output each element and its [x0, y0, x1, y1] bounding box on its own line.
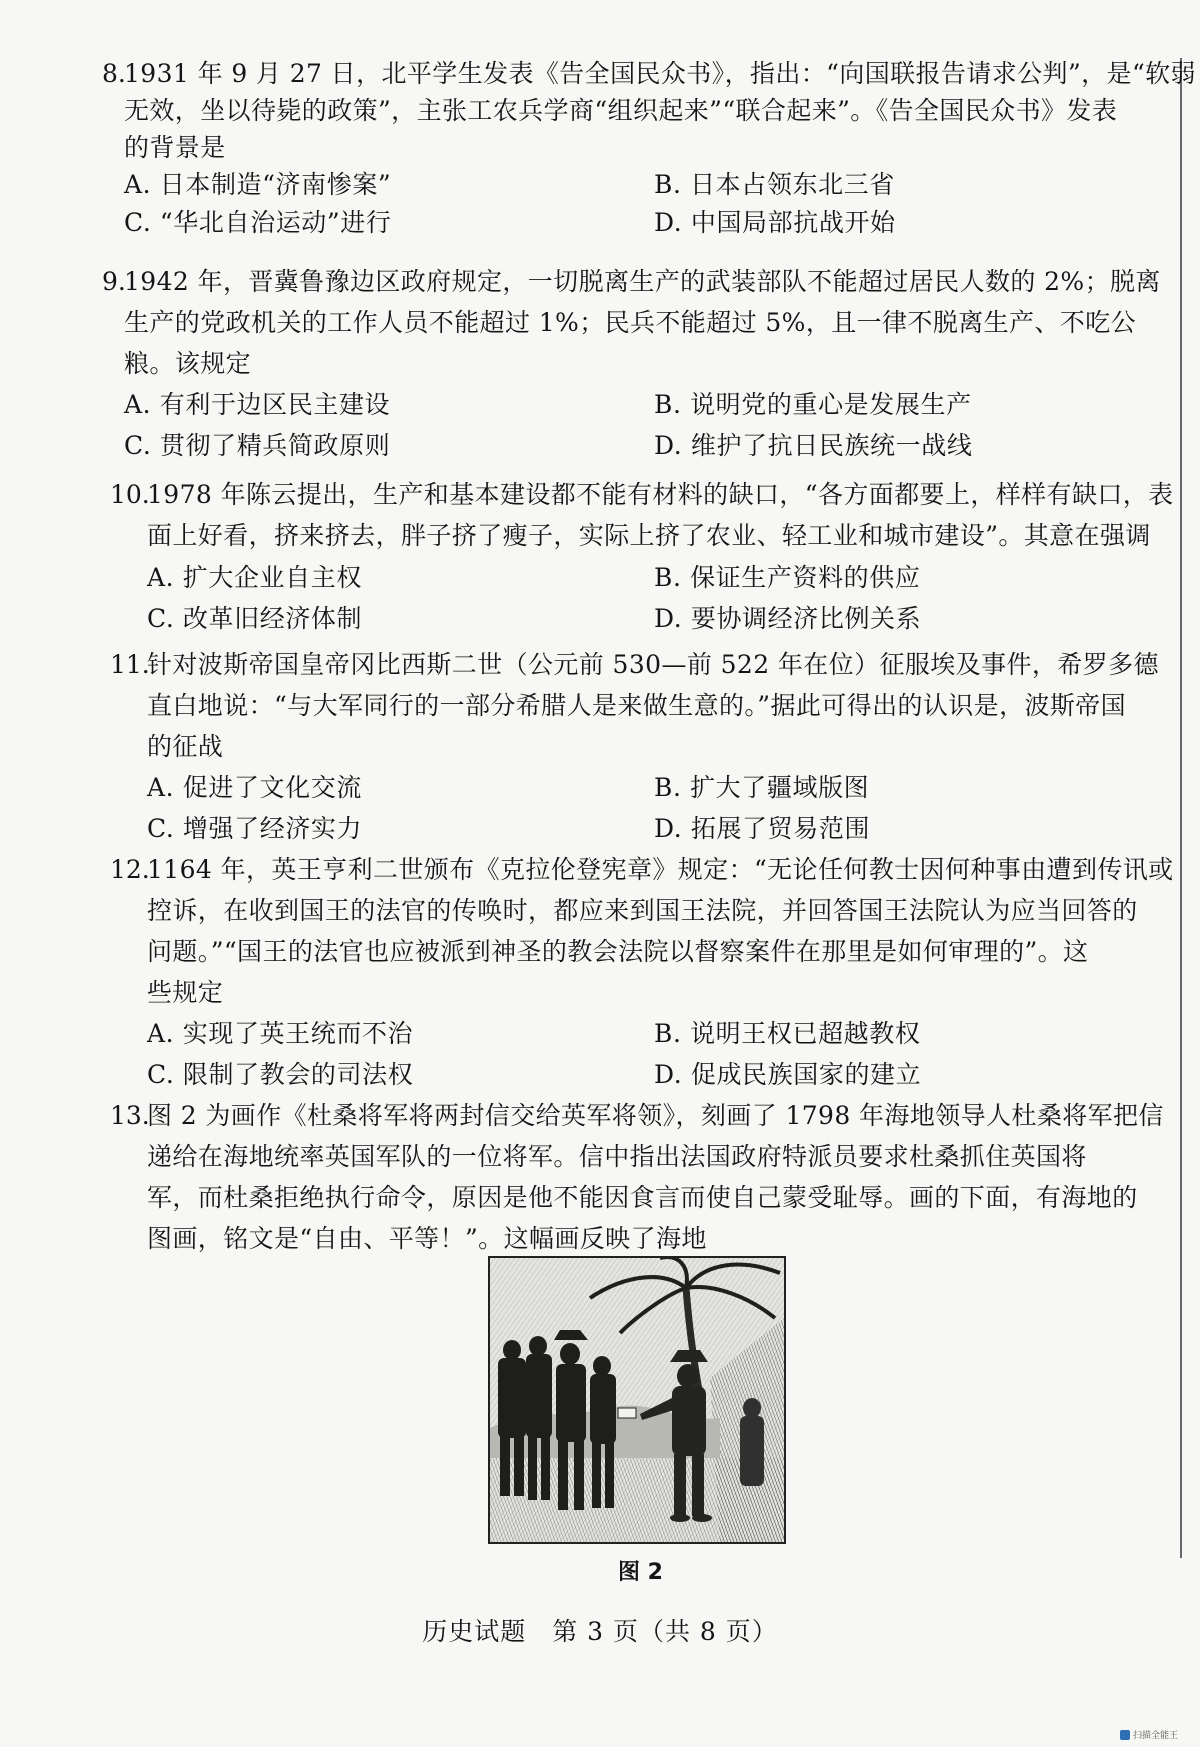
question-stem-line: 粮。该规定	[124, 349, 252, 378]
question-number: 8.	[102, 59, 126, 88]
watermark-text: 扫描全能王	[1132, 1731, 1178, 1741]
question-stem-line: 1942 年，晋冀鲁豫边区政府规定，一切脱离生产的武装部队不能超过居民人数的 2%；脱离	[124, 267, 1161, 296]
question-number: 11.	[110, 650, 150, 679]
question-stem-line: 生产的党政机关的工作人员不能超过 1%；民兵不能超过 5%，且一律不脱离生产、不吃公	[124, 308, 1137, 337]
question-stem-line: 无效，坐以待毙的政策”，主张工农兵学商“组织起来”“联合起来”。《告全国民众书》发表	[124, 96, 1118, 125]
option-c: C. 限制了教会的司法权	[147, 1060, 414, 1089]
question-number: 12.	[110, 855, 150, 884]
page-footer: 历史试题 第 3 页（共 8 页）	[422, 1617, 778, 1646]
engraving-illustration	[490, 1258, 784, 1542]
option-b: B. 日本占领东北三省	[654, 170, 895, 199]
question-stem-line: 图画，铭文是“自由、平等！”。这幅画反映了海地	[147, 1224, 707, 1253]
question-number: 13.	[110, 1101, 150, 1130]
option-b: B. 说明党的重心是发展生产	[654, 390, 972, 419]
option-c: C. 改革旧经济体制	[147, 604, 363, 633]
figure-engraving	[488, 1256, 786, 1544]
option-a: A. 扩大企业自主权	[147, 563, 362, 592]
question-stem-line: 控诉，在收到国王的法官的传唤时，都应来到国王法院，并回答国王法院认为应当回答的	[147, 896, 1138, 925]
question-stem-line: 些规定	[147, 978, 224, 1007]
option-c: C. 贯彻了精兵简政原则	[124, 431, 391, 460]
question-stem-line: 的征战	[147, 732, 224, 761]
question-stem-line: 的背景是	[124, 133, 226, 162]
scan-edge-line	[1180, 58, 1182, 1558]
option-c: C. 增强了经济实力	[147, 814, 363, 843]
question-stem-line: 面上好看，挤来挤去，胖子挤了瘦子，实际上挤了农业、轻工业和城市建设”。其意在强调	[147, 521, 1151, 550]
option-d: D. 维护了抗日民族统一战线	[654, 431, 973, 460]
question-stem-line: 1978 年陈云提出，生产和基本建设都不能有材料的缺口，“各方面都要上，样样有缺口，表	[147, 480, 1174, 509]
question-stem-line: 1931 年 9 月 27 日，北平学生发表《告全国民众书》，指出：“向国联报告请求公判”，是“软弱	[124, 59, 1196, 88]
scanner-watermark	[1120, 1728, 1178, 1741]
option-b: B. 扩大了疆域版图	[654, 773, 870, 802]
question-stem-line: 军，而杜桑拒绝执行命令，原因是他不能因食言而使自己蒙受耻辱。画的下面，有海地的	[147, 1183, 1138, 1212]
scanner-logo-icon	[1120, 1730, 1130, 1740]
option-b: B. 保证生产资料的供应	[654, 563, 921, 592]
question-stem-line: 递给在海地统率英国军队的一位将军。信中指出法国政府特派员要求杜桑抓住英国将	[147, 1142, 1087, 1171]
question-stem-line: 问题。”“国王的法官也应被派到神圣的教会法院以督察案件在那里是如何审理的”。这	[147, 937, 1089, 966]
question-stem-line: 针对波斯帝国皇帝冈比西斯二世（公元前 530—前 522 年在位）征服埃及事件，希罗多德	[147, 650, 1159, 679]
question-stem-line: 图 2 为画作《杜桑将军将两封信交给英军将领》，刻画了 1798 年海地领导人杜桑将军把信	[147, 1101, 1164, 1130]
option-d: D. 要协调经济比例关系	[654, 604, 922, 633]
option-a: A. 实现了英王统而不治	[147, 1019, 414, 1048]
figure-caption: 图 2	[618, 1560, 663, 1585]
option-a: A. 日本制造“济南惨案”	[124, 170, 392, 199]
option-a: A. 促进了文化交流	[147, 773, 362, 802]
option-c: C. “华北自治运动”进行	[124, 208, 392, 237]
question-number: 10.	[110, 480, 150, 509]
option-b: B. 说明王权已超越教权	[654, 1019, 921, 1048]
option-d: D. 拓展了贸易范围	[654, 814, 871, 843]
question-stem-line: 直白地说：“与大军同行的一部分希腊人是来做生意的。”据此可得出的认识是，波斯帝国	[147, 691, 1127, 720]
question-number: 9.	[102, 267, 126, 296]
option-d: D. 促成民族国家的建立	[654, 1060, 922, 1089]
option-d: D. 中国局部抗战开始	[654, 208, 896, 237]
option-a: A. 有利于边区民主建设	[124, 390, 391, 419]
question-stem-line: 1164 年，英王亨利二世颁布《克拉伦登宪章》规定：“无论任何教士因何种事由遭到传讯或	[147, 855, 1174, 884]
